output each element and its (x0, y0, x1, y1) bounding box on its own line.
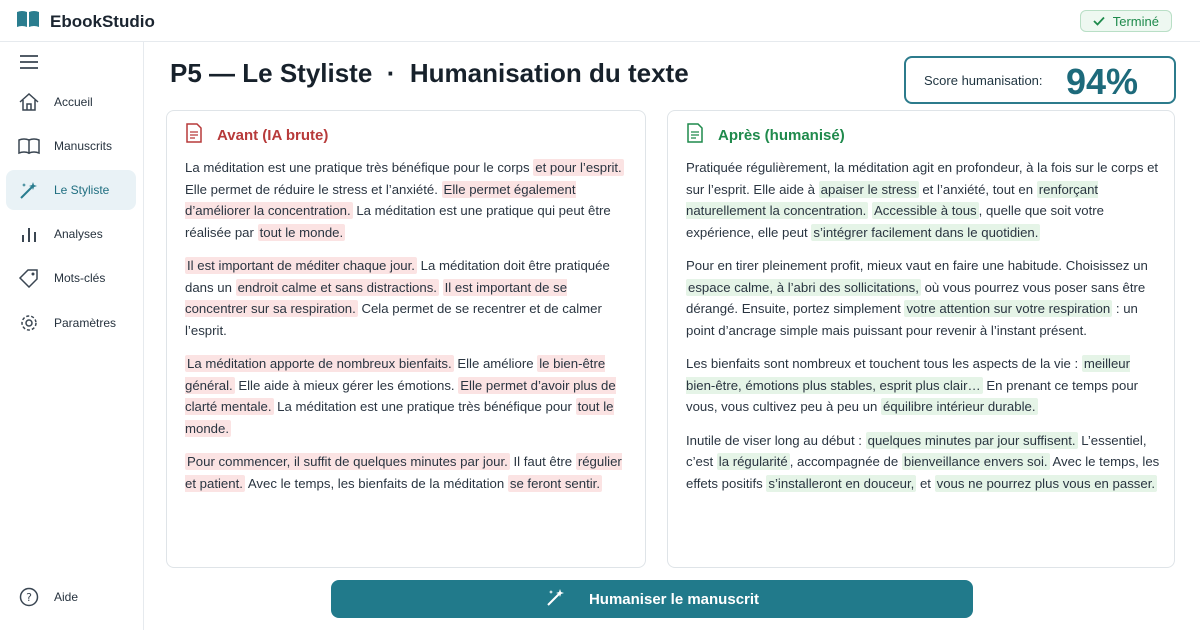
svg-text:?: ? (26, 591, 32, 604)
highlighted-phrase: quelques minutes par jour suffisent. (867, 432, 1076, 448)
highlighted-phrase: renforçant naturellement la concentration. (686, 181, 1099, 218)
open-book-logo-icon (16, 10, 40, 33)
text-segment: et l’anxiété, tout en (918, 181, 1037, 197)
humanize-manuscript-button[interactable] (331, 580, 973, 618)
text-segment: Avec le temps, les bienfaits de la méditation (244, 475, 508, 491)
text-segment: Cela permet de se recentrer et de calmer l’esprit. (185, 301, 602, 338)
text-segment: Elle aide à mieux gérer les émotions. (234, 377, 459, 393)
highlighted-phrase: La méditation apporte de nombreux bienfaits. (187, 356, 452, 371)
status-label: Terminé (1112, 13, 1159, 29)
text-segment: , quelle que soit votre expérience, elle peut (686, 203, 1104, 240)
highlighted-phrase: endroit calme et sans distractions. (237, 279, 437, 295)
text-segment: La méditation est une pratique très bénéfique pour le corps (185, 160, 534, 175)
text-segment: Inutile de viser long au début : (686, 432, 866, 448)
text-segment: : un point d’ancrage simple mais puissant pour revenir à l’instant présent. (686, 301, 1138, 338)
sidebar-item-analyses[interactable] (6, 214, 136, 254)
text-segment: , accompagnée de (789, 454, 902, 469)
text-segment: En prenant ce temps pour vous, vous cultivez peu à peu un (686, 377, 1139, 414)
brand[interactable] (16, 10, 155, 33)
sidebar-item-label: Analyses (54, 227, 103, 241)
before-text (185, 157, 631, 506)
after-panel-header (686, 123, 845, 147)
highlighted-phrase: le bien-être général. (185, 356, 606, 393)
highlighted-phrase: Accessible à tous (874, 203, 977, 218)
text-segment: Les bienfaits sont nombreux et touchent tous les aspects de la vie : (686, 356, 1082, 371)
paragraph (185, 157, 631, 243)
bar-chart-icon (18, 224, 40, 244)
highlighted-phrase: Il est important de méditer chaque jour. (187, 258, 415, 273)
text-segment: Avec le temps, les effets positifs (686, 454, 1160, 491)
sidebar-item-label: Paramètres (54, 316, 117, 330)
magic-wand-icon (18, 180, 40, 200)
sidebar-item-label: Aide (54, 590, 79, 604)
highlighted-phrase: bienveillance envers soi. (903, 454, 1048, 469)
score-label: Score humanisation: (924, 73, 1043, 88)
paragraph (686, 255, 1160, 341)
highlighted-phrase: Elle permet également d’améliorer la concentration. (185, 181, 576, 218)
text-segment: Pratiquée régulièrement, la méditation agit en profondeur, à la fois sur le corps et sur l’esprit. Elle aide à (686, 160, 1159, 197)
paragraph (686, 430, 1160, 495)
text-segment: L’essentiel, c’est (686, 432, 1147, 469)
highlighted-phrase: Il est important de se concentrer sur sa respiration. (185, 279, 568, 316)
humanization-score (904, 56, 1176, 104)
book-icon (18, 136, 40, 156)
status-badge (1080, 10, 1172, 32)
score-value: 94% (1066, 61, 1139, 102)
paragraph (686, 157, 1160, 243)
page-title: P5 — Le Styliste · Humanisation du texte (170, 58, 689, 88)
highlighted-phrase: tout le monde. (185, 399, 614, 436)
highlighted-phrase: Elle permet d’avoir plus de clarté mentale. (185, 377, 616, 414)
text-segment: Pour en tirer pleinement profit, mieux vaut en faire une habitude. Choisissez un (686, 258, 1148, 273)
highlighted-phrase: Pour commencer, il suffit de quelques minutes par jour. (187, 454, 508, 469)
before-panel-header (185, 123, 328, 147)
highlighted-phrase: vous ne pourrez plus vous en passer. (936, 475, 1156, 491)
text-segment: et (916, 475, 935, 491)
tag-icon (18, 268, 40, 288)
highlighted-phrase: s’installeront en douceur, (768, 475, 915, 491)
after-panel (667, 110, 1175, 568)
highlighted-phrase: la régularité (718, 454, 788, 469)
highlighted-phrase: espace calme, à l’abri des sollicitations, (688, 279, 919, 295)
before-panel (166, 110, 646, 568)
hamburger-menu-icon[interactable] (18, 52, 40, 72)
sidebar-item-label: Accueil (54, 95, 93, 109)
sidebar-item-label: Mots-clés (54, 271, 106, 285)
highlighted-phrase: et pour l’esprit. (535, 160, 622, 175)
sidebar-item-le-styliste[interactable] (6, 170, 136, 210)
text-segment: Il faut être (509, 454, 576, 469)
text-segment: La méditation doit être pratiquée dans un (185, 258, 610, 295)
highlighted-phrase: votre attention sur votre respiration (906, 301, 1111, 316)
paragraph (185, 353, 631, 439)
highlighted-phrase: s’intégrer facilement dans le quotidien. (813, 224, 1039, 240)
document-icon (185, 123, 203, 147)
app-title: EbookStudio (50, 11, 155, 31)
sidebar-item-label: Le Styliste (54, 183, 110, 197)
paragraph (686, 353, 1160, 418)
highlighted-phrase: tout le monde. (259, 224, 344, 240)
text-segment: où vous pourrez vous poser sans être dérangé. Ensuite, portez simplement (686, 279, 1146, 316)
after-panel-title: Après (humanisé) (718, 126, 845, 144)
top-bar (0, 0, 1200, 42)
gear-icon (18, 313, 40, 333)
sidebar-item-manuscrits[interactable] (6, 126, 136, 166)
sidebar-item-aide[interactable] (6, 577, 136, 617)
highlighted-phrase: apaiser le stress (820, 181, 917, 197)
sidebar-item-accueil[interactable] (6, 82, 136, 122)
text-segment: La méditation est une pratique très bénéfique pour (273, 399, 576, 414)
paragraph (185, 255, 631, 341)
text-segment: Elle améliore (453, 356, 538, 371)
text-segment: La méditation est une pratique qui peut être réalisée par (185, 203, 611, 240)
check-icon (1093, 14, 1105, 29)
help-icon (18, 587, 40, 607)
highlighted-phrase: régulier et patient. (185, 454, 622, 491)
humanize-button-label: Humaniser le manuscrit (588, 590, 760, 608)
after-text (686, 157, 1160, 506)
magic-wand-icon (545, 587, 567, 611)
home-icon (18, 92, 40, 112)
text-segment: Elle permet de réduire le stress et l’anxiété. (185, 181, 442, 197)
sidebar-item-parametres[interactable] (6, 303, 136, 343)
highlighted-phrase: équilibre intérieur durable. (883, 399, 1036, 414)
document-check-icon (686, 123, 704, 147)
highlighted-phrase: se feront sentir. (509, 475, 601, 491)
sidebar (0, 42, 144, 630)
before-panel-title: Avant (IA brute) (217, 126, 329, 144)
sidebar-item-mots-cles[interactable] (6, 258, 136, 298)
sidebar-item-label: Manuscrits (54, 139, 113, 153)
highlighted-phrase: meilleur bien-être, émotions plus stables, esprit plus clair… (686, 356, 1131, 393)
paragraph (185, 451, 631, 494)
